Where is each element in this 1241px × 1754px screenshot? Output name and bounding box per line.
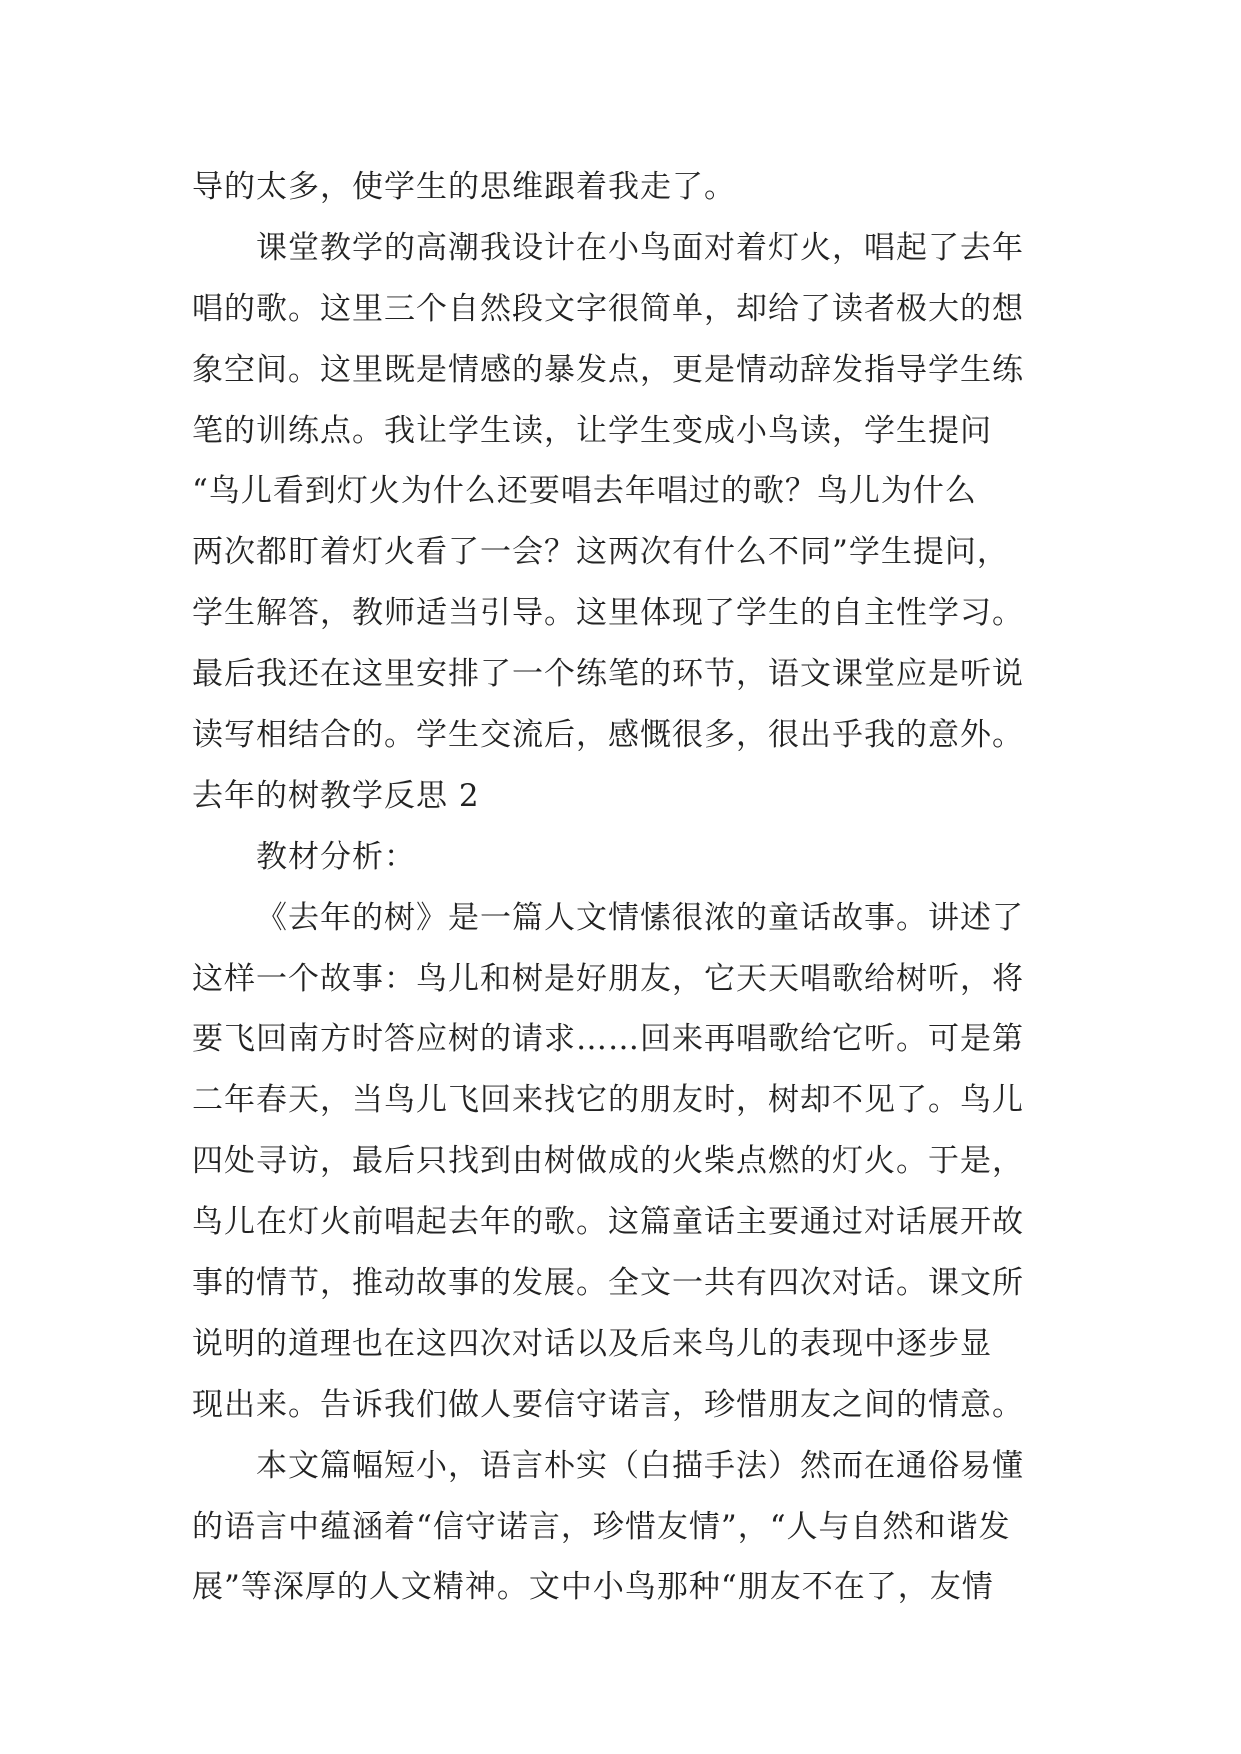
- text-line: 这样一个故事：鸟儿和树是好朋友，它天天唱歌给树听，将: [192, 960, 1024, 997]
- text-line: 事的情节，推动故事的发展。全文一共有四次对话。课文所: [192, 1265, 1024, 1302]
- text-line: 笔的训练点。我让学生读，让学生变成小鸟读，学生提问: [192, 412, 992, 449]
- paragraph-start-line: 《去年的树》是一篇人文情愫很浓的童话故事。讲述了: [256, 899, 1024, 936]
- text-line: 导的太多，使学生的思维跟着我走了。: [192, 169, 736, 205]
- text-line: 唱的歌。这里三个自然段文字很简单，却给了读者极大的想: [192, 290, 1024, 327]
- text-line: 现出来。告诉我们做人要信守诺言，珍惜朋友之间的情意。: [192, 1386, 1024, 1423]
- text-line: 说明的道理也在这四次对话以及后来鸟儿的表现中逐步显: [192, 1325, 992, 1362]
- text-line: 的语言中蕴涵着“信守诺言，珍惜友情”，“人与自然和谐发: [192, 1508, 1011, 1545]
- text-line: 鸟儿在灯火前唱起去年的歌。这篇童话主要通过对话展开故: [192, 1204, 1024, 1241]
- subheading-label: 教材分析：: [256, 838, 416, 875]
- section-heading: 去年的树教学反思 2: [192, 777, 480, 814]
- paragraph-start-line: 本文篇幅短小，语言朴实（白描手法）然而在通俗易懂: [256, 1447, 1024, 1484]
- document-body: [192, 157, 1064, 1618]
- text-line: 学生解答，教师适当引导。这里体现了学生的自主性学习。: [192, 595, 1024, 632]
- text-line: 二年春天，当鸟儿飞回来找它的朋友时，树却不见了。鸟儿: [192, 1082, 1024, 1119]
- text-line: 要飞回南方时答应树的请求……回来再唱歌给它听。可是第: [192, 1021, 1024, 1058]
- text-line: 读写相结合的。学生交流后，感慨很多，很出乎我的意外。: [192, 717, 1024, 754]
- text-line: 最后我还在这里安排了一个练笔的环节，语文课堂应是听说: [192, 656, 1024, 693]
- text-line: 展”等深厚的人文精神。文中小鸟那种“朋友不在了，友情: [192, 1569, 994, 1606]
- text-line: 象空间。这里既是情感的暴发点，更是情动辞发指导学生练: [192, 351, 1024, 388]
- paragraph-start-line: 课堂教学的高潮我设计在小鸟面对着灯火，唱起了去年: [256, 229, 1024, 266]
- text-line: 两次都盯着灯火看了一会？这两次有什么不同”学生提问，: [192, 534, 1009, 571]
- text-line: “鸟儿看到灯火为什么还要唱去年唱过的歌？鸟儿为什么: [192, 473, 977, 510]
- text-line: 四处寻访，最后只找到由树做成的火柴点燃的灯火。于是，: [192, 1143, 1024, 1180]
